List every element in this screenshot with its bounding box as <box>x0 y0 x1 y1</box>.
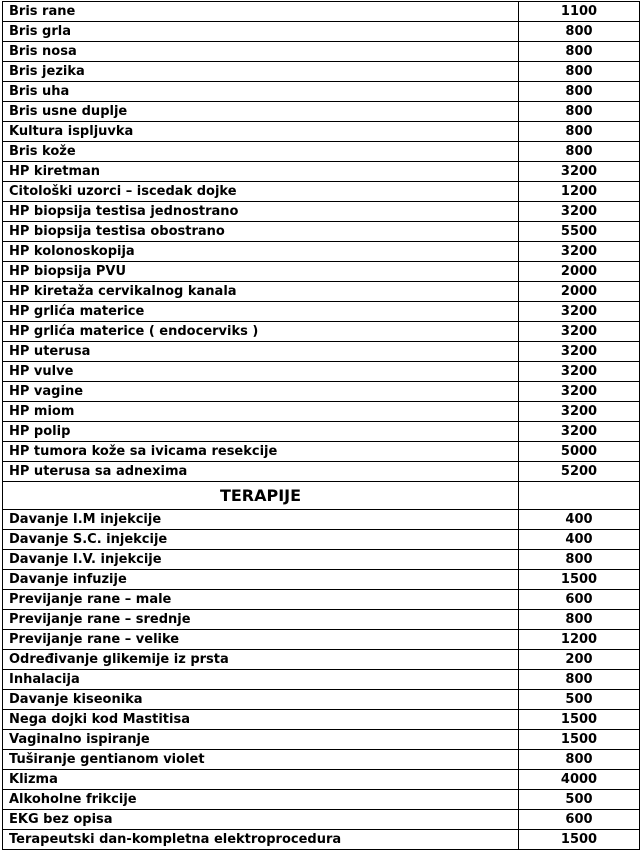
price-table <box>2 1 640 850</box>
service-price: 3200 <box>519 242 640 262</box>
service-price: 4000 <box>519 770 640 790</box>
table-row <box>3 810 640 830</box>
service-price: 500 <box>519 790 640 810</box>
service-price: 3200 <box>519 302 640 322</box>
service-name: Bris kože <box>3 142 519 162</box>
service-price: 800 <box>519 122 640 142</box>
service-price: 3200 <box>519 322 640 342</box>
table-row <box>3 42 640 62</box>
service-price: 800 <box>519 550 640 570</box>
table-row <box>3 62 640 82</box>
service-price: 1200 <box>519 630 640 650</box>
table-row <box>3 242 640 262</box>
table-row <box>3 630 640 650</box>
service-name: Bris jezika <box>3 62 519 82</box>
service-name: Bris grla <box>3 22 519 42</box>
service-name: HP kiretman <box>3 162 519 182</box>
table-row <box>3 262 640 282</box>
service-name: HP vagine <box>3 382 519 402</box>
service-price: 1500 <box>519 710 640 730</box>
table-row <box>3 422 640 442</box>
service-name: Bris uha <box>3 82 519 102</box>
service-name: HP kolonoskopija <box>3 242 519 262</box>
table-row <box>3 202 640 222</box>
service-name: EKG bez opisa <box>3 810 519 830</box>
service-price: 400 <box>519 510 640 530</box>
service-name: Bris usne duplje <box>3 102 519 122</box>
service-name: Davanje kiseonika <box>3 690 519 710</box>
service-price: 800 <box>519 142 640 162</box>
table-row <box>3 82 640 102</box>
table-row <box>3 670 640 690</box>
service-name: HP grlića materice ( endocerviks ) <box>3 322 519 342</box>
service-name: Citološki uzorci – iscedak dojke <box>3 182 519 202</box>
service-price: 5000 <box>519 442 640 462</box>
table-row <box>3 222 640 242</box>
table-row <box>3 650 640 670</box>
service-price: 800 <box>519 670 640 690</box>
service-name: Tuširanje gentianom violet <box>3 750 519 770</box>
service-price: 1200 <box>519 182 640 202</box>
service-name: HP kiretaža cervikalnog kanala <box>3 282 519 302</box>
service-name: HP miom <box>3 402 519 422</box>
service-price: 3200 <box>519 422 640 442</box>
table-row <box>3 342 640 362</box>
service-price: 5200 <box>519 462 640 482</box>
service-name: Alkoholne frikcije <box>3 790 519 810</box>
table-row <box>3 730 640 750</box>
table-row <box>3 282 640 302</box>
service-name: Bris nosa <box>3 42 519 62</box>
table-row <box>3 530 640 550</box>
table-row <box>3 550 640 570</box>
service-name: Previjanje rane – srednje <box>3 610 519 630</box>
service-price: 800 <box>519 62 640 82</box>
price-table-body <box>3 2 640 850</box>
service-price: 3200 <box>519 362 640 382</box>
table-row <box>3 790 640 810</box>
service-price: 3200 <box>519 202 640 222</box>
table-row <box>3 22 640 42</box>
service-name: Nega dojki kod Mastitisa <box>3 710 519 730</box>
service-name: HP vulve <box>3 362 519 382</box>
service-name: HP uterusa sa adnexima <box>3 462 519 482</box>
service-name: Klizma <box>3 770 519 790</box>
service-price: 800 <box>519 82 640 102</box>
service-price: 1100 <box>519 2 640 22</box>
service-price: 800 <box>519 102 640 122</box>
service-price: 800 <box>519 750 640 770</box>
table-row <box>3 162 640 182</box>
table-row <box>3 770 640 790</box>
service-price: 3200 <box>519 382 640 402</box>
section-empty-cell <box>519 482 640 510</box>
table-row <box>3 302 640 322</box>
table-row <box>3 610 640 630</box>
service-name: Inhalacija <box>3 670 519 690</box>
service-price: 5500 <box>519 222 640 242</box>
service-name: Davanje I.V. injekcije <box>3 550 519 570</box>
service-name: HP biopsija testisa jednostrano <box>3 202 519 222</box>
service-name: HP uterusa <box>3 342 519 362</box>
service-name: Davanje I.M injekcije <box>3 510 519 530</box>
table-row <box>3 322 640 342</box>
table-row <box>3 402 640 422</box>
service-name: Previjanje rane – velike <box>3 630 519 650</box>
service-price: 1500 <box>519 730 640 750</box>
table-row <box>3 690 640 710</box>
service-name: HP biopsija testisa obostrano <box>3 222 519 242</box>
service-name: HP grlića materice <box>3 302 519 322</box>
table-row <box>3 182 640 202</box>
service-price: 3200 <box>519 402 640 422</box>
section-row <box>3 482 640 510</box>
table-row <box>3 710 640 730</box>
service-name: Terapeutski dan-kompletna elektroprocedura <box>3 830 519 850</box>
service-price: 2000 <box>519 262 640 282</box>
service-price: 600 <box>519 810 640 830</box>
service-name: Vaginalno ispiranje <box>3 730 519 750</box>
table-row <box>3 462 640 482</box>
service-price: 200 <box>519 650 640 670</box>
section-title: TERAPIJE <box>3 482 519 510</box>
service-price: 2000 <box>519 282 640 302</box>
service-name: Davanje S.C. injekcije <box>3 530 519 550</box>
service-price: 800 <box>519 22 640 42</box>
service-price: 800 <box>519 610 640 630</box>
table-row <box>3 570 640 590</box>
table-row <box>3 510 640 530</box>
service-price: 600 <box>519 590 640 610</box>
table-row <box>3 590 640 610</box>
table-row <box>3 442 640 462</box>
service-price: 1500 <box>519 570 640 590</box>
table-row <box>3 142 640 162</box>
service-price: 400 <box>519 530 640 550</box>
service-price: 3200 <box>519 162 640 182</box>
table-row <box>3 750 640 770</box>
service-name: HP polip <box>3 422 519 442</box>
service-name: HP tumora kože sa ivicama resekcije <box>3 442 519 462</box>
service-price: 800 <box>519 42 640 62</box>
table-row <box>3 2 640 22</box>
service-name: Bris rane <box>3 2 519 22</box>
table-row <box>3 830 640 850</box>
service-name: HP biopsija PVU <box>3 262 519 282</box>
table-row <box>3 362 640 382</box>
service-price: 3200 <box>519 342 640 362</box>
service-price: 1500 <box>519 830 640 850</box>
table-row <box>3 122 640 142</box>
service-price: 500 <box>519 690 640 710</box>
service-name: Previjanje rane – male <box>3 590 519 610</box>
table-row <box>3 382 640 402</box>
service-name: Određivanje glikemije iz prsta <box>3 650 519 670</box>
service-name: Kultura ispljuvka <box>3 122 519 142</box>
service-name: Davanje infuzije <box>3 570 519 590</box>
table-row <box>3 102 640 122</box>
